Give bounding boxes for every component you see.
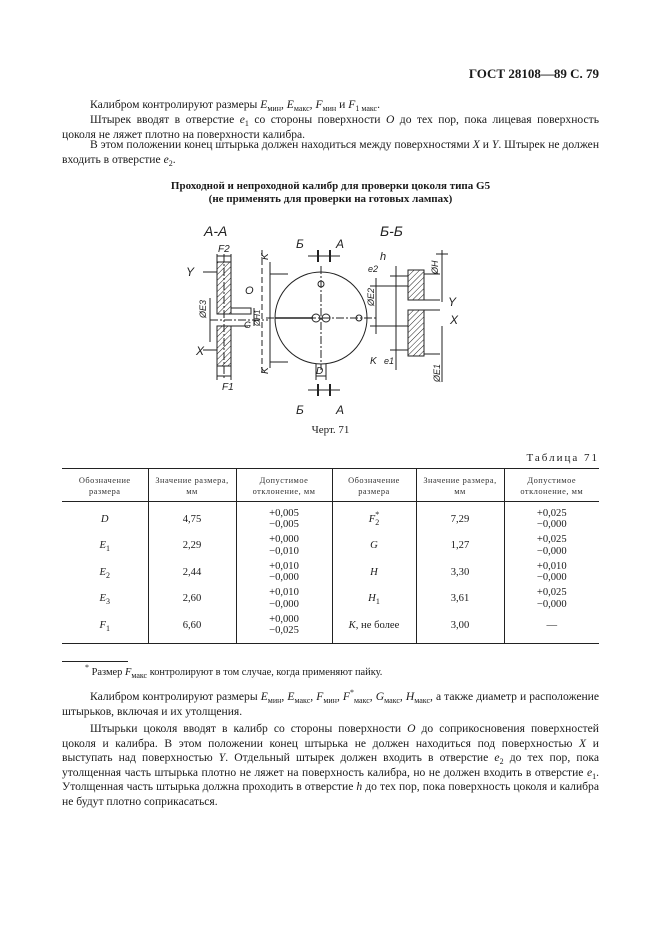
svg-text:K: K xyxy=(260,367,271,374)
paragraph-1: Калибром контролируют размеры $E_{мин}$, $E_{макс}$, $F_{мин}$ и $F_{1 макс}$. xyxy=(90,98,381,113)
svg-text:ØE2: ØE2 xyxy=(366,287,376,306)
paragraph-4: Калибром контролируют размеры $E_{мин}$, $E_{макс}$, $F_{мин}$, $F^*_{макс}$, $G_{макс}$, $H_{макс}$, а также диаметр и расположение штырьков, включая и их утолщения. xyxy=(62,688,600,718)
table-row: $F_1$ 6,60 +0,000 −0,025 K, не более 3,00 — xyxy=(62,612,599,643)
table-label: Таблица 71 xyxy=(526,452,599,464)
col-header: Допустимое отклонение, мм xyxy=(504,469,599,502)
figure-title: Проходной и непроходной калибр для проверки цоколя типа G5 (не применять для проверки на готовых лампах) xyxy=(170,180,491,205)
svg-text:D: D xyxy=(316,366,324,377)
table-header-row xyxy=(62,469,599,502)
footnote-rule xyxy=(62,661,128,662)
svg-text:K: K xyxy=(370,356,377,367)
svg-text:ØE1: ØE1 xyxy=(432,363,442,382)
paragraph-2: Штырек вводят в отверстие $e_1$ со стороны поверхности O до тех пор, пока лицевая поверхность цоколя не ляжет плотно на поверхности калибра. xyxy=(62,113,600,141)
svg-text:X: X xyxy=(450,313,459,327)
table-row: $E_3$ 2,60 +0,010 −0,000 $H_1$ 3,61 +0,025 −0,000 xyxy=(62,586,599,613)
section-aa-label: А-А xyxy=(204,223,228,239)
table-71 xyxy=(62,468,599,644)
col-header: Обозначение размера xyxy=(62,469,148,502)
col-header: Обозначение размера xyxy=(332,469,416,502)
svg-text:А: А xyxy=(336,237,345,251)
svg-text:F1: F1 xyxy=(222,382,234,393)
gauge-drawing xyxy=(170,214,460,418)
section-bb-label: Б-Б xyxy=(380,223,403,239)
svg-text:Y: Y xyxy=(448,295,457,309)
page-header: ГОСТ 28108—89 С. 79 xyxy=(468,66,599,81)
col-header: Допустимое отклонение, мм xyxy=(236,469,332,502)
footnote: * Размер $F_{макс}$ контролируют в том случае, когда применяют пайку. xyxy=(85,663,383,680)
paragraph-5: Штырьки цоколя вводят в калибр со стороны поверхности O до соприкосновения поверхностей цоколя и калибра. В этом положении конец штырька не должен находиться под поверхностью X и выступать над поверхностью Y. Отдельный штырек должен входить в отверстие $e_2$ до тех пор, пока утолщенная часть штырька плотно не ляжет на поверхность калибра, но не должен входить в отверстие $e_1$. Утолщенная часть штырька должна проходить в отверстие h до тех пор, пока поверхность цоколя и калибра не будут плотно соприкасаться. xyxy=(62,722,599,808)
bb-lower-body xyxy=(408,310,424,356)
svg-text:X: X xyxy=(196,344,205,358)
table-row: $E_2$ 2,44 +0,010 −0,000 H 3,30 +0,010 −0,000 xyxy=(62,559,599,586)
svg-text:e1: e1 xyxy=(384,356,395,366)
svg-text:А: А xyxy=(336,403,345,417)
svg-text:Б: Б xyxy=(296,237,304,251)
col-header: Значение размера, мм xyxy=(416,469,504,502)
svg-text:ØE3: ØE3 xyxy=(198,299,208,318)
bb-upper-body xyxy=(408,270,424,300)
svg-text:Б: Б xyxy=(296,403,304,417)
figure-caption: Черт. 71 xyxy=(311,424,350,436)
svg-text:e2: e2 xyxy=(368,264,379,274)
svg-text:G: G xyxy=(244,320,252,330)
svg-text:Y: Y xyxy=(186,265,195,279)
table-row: $E_1$ 2,29 +0,000 −0,010 G 1,27 +0,025 −0,000 xyxy=(62,533,599,560)
svg-text:ØH: ØH xyxy=(430,260,440,274)
svg-text:O: O xyxy=(245,285,254,297)
table-row: D 4,75 +0,005 −0,005 $F^*_2$ 7,29 +0,025 −0,000 xyxy=(62,502,599,533)
svg-text:K: K xyxy=(260,253,271,260)
paragraph-3: В этом положении конец штырька должен находиться между поверхностями X и Y. Штырек не должен входить в отверстие $e_2$. xyxy=(62,138,600,168)
svg-text:ØH1: ØH1 xyxy=(253,309,262,326)
svg-text:h: h xyxy=(380,251,387,263)
svg-text:F2: F2 xyxy=(218,244,230,255)
col-header: Значение размера, мм xyxy=(148,469,236,502)
